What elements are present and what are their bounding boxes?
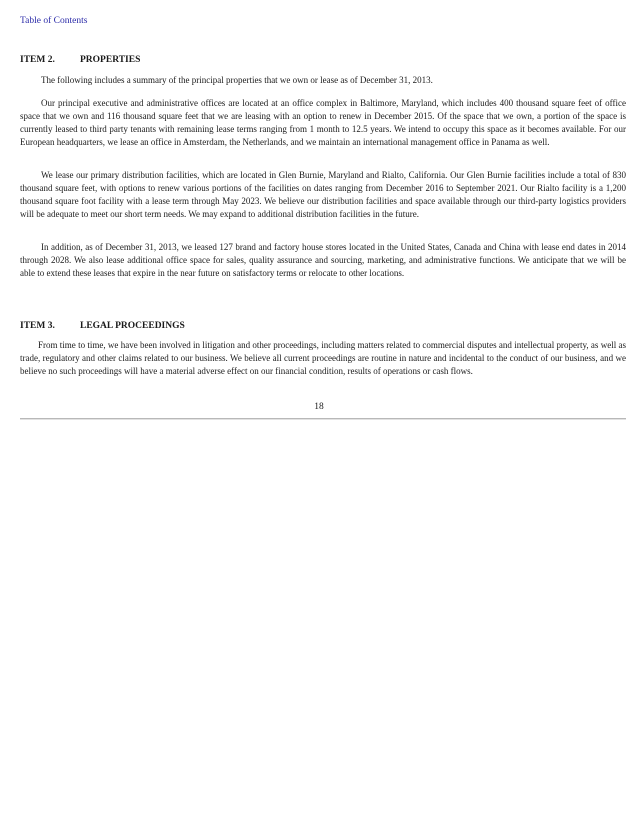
- page-number: 18: [314, 402, 324, 412]
- item-3-heading: [20, 321, 185, 331]
- item-2-paragraph: Our principal executive and administrative offices are located at an office complex in Baltimore, Maryland, which includes 400 thousand square feet of office space that we own and 116 thousand square feet that we are leasing with an option to renew in December 2015. Of the space that we own, a portion of the space is currently leased to third party tenants with remaining lease terms ranging from 1 month to 12.5 years. We intend to occupy this space as it becomes available. For our European headquarters, we lease an office in Amsterdam, the Netherlands, and we maintain an international management office in Panama as well.: [20, 98, 626, 148]
- item-3-title: LEGAL PROCEEDINGS: [80, 321, 185, 331]
- page-divider: [20, 418, 626, 419]
- item-2-heading: [20, 55, 140, 65]
- item-3-number: ITEM 3.: [20, 321, 55, 331]
- item-2-paragraph: In addition, as of December 31, 2013, we leased 127 brand and factory house stores located in the United States, Canada and China with lease end dates in 2014 through 2028. We also lease additional office space for sales, quality assurance and sourcing, marketing, and administrative functions. We anticipate that we will be able to extend these leases that expire in the near future on satisfactory terms or relocate to other locations.: [20, 242, 626, 279]
- item-3-paragraph: From time to time, we have been involved in litigation and other proceedings, including matters related to commercial disputes and intellectual property, as well as trade, regulatory and other claims related to our business. We believe all current proceedings are routine in nature and incidental to the conduct of our business, and we believe no such proceedings will have a material adverse effect on our financial condition, results of operations or cash flows.: [20, 340, 626, 377]
- item-2-paragraph: We lease our primary distribution facilities, which are located in Glen Burnie, Maryland and Rialto, California. Our Glen Burnie facilities include a total of 830 thousand square feet, with options to renew various portions of the facilities on dates ranging from December 2016 to September 2021. Our Rialto facility is a 1,200 thousand square foot facility with a lease term through May 2023. We believe our distribution facilities and space available through our third-party logistics providers will be adequate to meet our short term needs. We may expand to additional distribution facilities in the future.: [20, 170, 626, 220]
- item-2-paragraph: The following includes a summary of the principal properties that we own or lease as of December 31, 2013.: [41, 75, 433, 85]
- table-of-contents-link[interactable]: Table of Contents: [20, 16, 88, 26]
- item-2-title: PROPERTIES: [80, 55, 141, 65]
- item-2-number: ITEM 2.: [20, 55, 55, 65]
